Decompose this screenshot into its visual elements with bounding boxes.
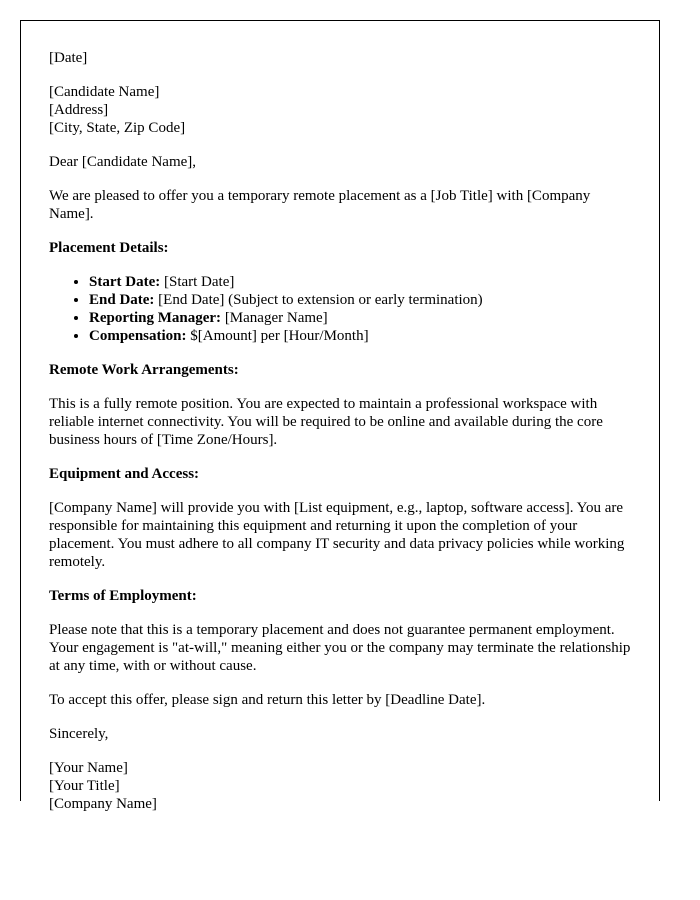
list-item bbox=[89, 273, 631, 291]
signature-company: [Company Name] bbox=[49, 796, 157, 812]
signature-name: [Your Name] bbox=[49, 760, 128, 776]
placement-details-list bbox=[49, 273, 631, 345]
equipment-heading: Equipment and Access: bbox=[49, 466, 200, 482]
remote-work-heading: Remote Work Arrangements: bbox=[49, 362, 239, 378]
list-item bbox=[89, 327, 631, 345]
list-item bbox=[89, 309, 631, 327]
compensation-label: Compensation: bbox=[89, 328, 187, 344]
terms-heading: Terms of Employment: bbox=[49, 588, 197, 604]
salutation: Dear [Candidate Name], bbox=[49, 154, 197, 170]
compensation-value: $[Amount] per [Hour/Month] bbox=[186, 328, 369, 344]
closing: Sincerely, bbox=[49, 726, 109, 742]
remote-work-paragraph: This is a fully remote position. You are expected to maintain a professional workspace with reliable internet connectivity. You will be required to be online and available during the core business hours of [Time Zone/Hours]. bbox=[49, 396, 603, 448]
equipment-paragraph: [Company Name] will provide you with [List equipment, e.g., laptop, software access]. You are responsible for maintaining this equipment and returning it upon the completion of your placement. You must adhere to all company IT security and data privacy policies while working remotely. bbox=[49, 500, 625, 570]
recipient-name: [Candidate Name] bbox=[49, 84, 160, 100]
letter-date: [Date] bbox=[49, 50, 88, 66]
placement-details-heading: Placement Details: bbox=[49, 240, 169, 256]
acceptance-paragraph: To accept this offer, please sign and return this letter by [Deadline Date]. bbox=[49, 692, 486, 708]
end-date-label: End Date: bbox=[89, 292, 155, 308]
recipient-block bbox=[49, 83, 631, 137]
letter-page bbox=[20, 20, 660, 812]
start-date-label: Start Date: bbox=[89, 274, 161, 290]
end-date-value: [End Date] (Subject to extension or early termination) bbox=[154, 292, 483, 308]
intro-paragraph: We are pleased to offer you a temporary remote placement as a [Job Title] with [Company Name]. bbox=[49, 188, 591, 222]
start-date-value: [Start Date] bbox=[160, 274, 235, 290]
recipient-city-state-zip: [City, State, Zip Code] bbox=[49, 120, 186, 136]
reporting-manager-label: Reporting Manager: bbox=[89, 310, 222, 326]
reporting-manager-value: [Manager Name] bbox=[221, 310, 328, 326]
terms-paragraph: Please note that this is a temporary placement and does not guarantee permanent employment. Your engagement is "at-will," meaning either you or the company may terminate the relationship at any time, with or without cause. bbox=[49, 622, 631, 674]
signature-block bbox=[49, 759, 631, 813]
signature-title: [Your Title] bbox=[49, 778, 120, 794]
recipient-address: [Address] bbox=[49, 102, 109, 118]
letter-content bbox=[21, 21, 659, 813]
list-item bbox=[89, 291, 631, 309]
